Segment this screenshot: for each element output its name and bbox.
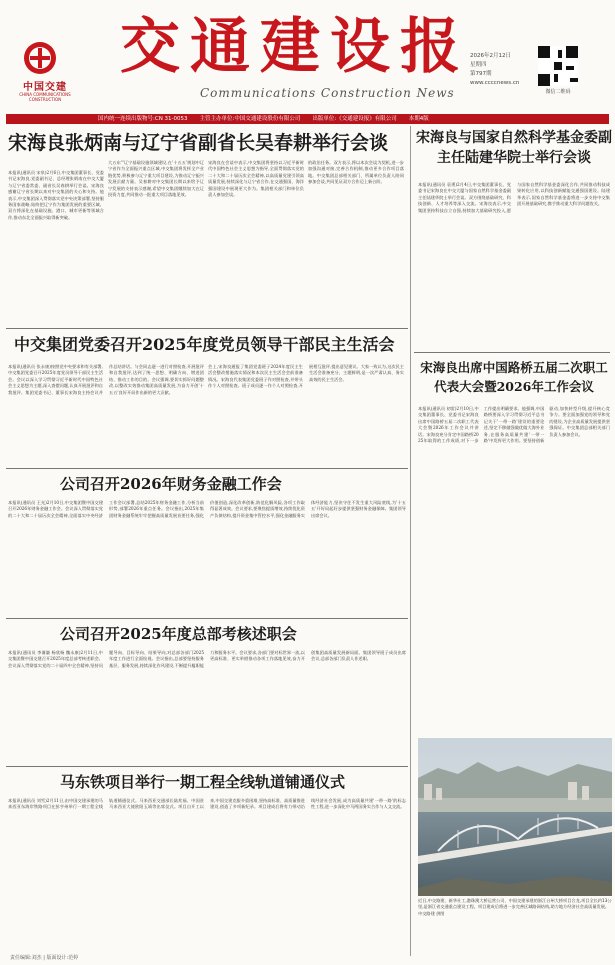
qr-code-icon (538, 46, 578, 86)
issue-number: 第797期 (470, 71, 492, 77)
article-4-body: 本报讯(通讯员 初雷)2月10日,中交集团董事长、党委书记宋海良出席中国路桥五届二次职工代表大会暨2026年工作会议并讲话。宋海良充分肯定中国路桥2025年取得的工作成绩,对下一步工作提出明确要求。他强调,中国路桥要深入学习贯彻习近平总书记关于'一带一路'建设的重要论述,坚定不移做强做优做大海外业务,在服务高质量共建'一带一路'中发挥更大作用。要坚持创新驱动,加快转型升级,提升核心竞争力。要全面加强党的领导和党的建设,为企业高质量发展提供坚强保证。中交集团总部相关部门负责人参加会议。 (418, 406, 610, 444)
headline-article-5: 公司召开2026年财务金融工作会 (60, 475, 282, 493)
article-1-col-4: 的政治任务。双方表示,将以本次会谈为契机,进一步加强沟通对接,完善合作机制,推动更多合作项目落地。中交集团总部相关部门、所属单位负责人陪同参加会谈,共同见证双方合作迈上新台阶。 (308, 160, 404, 185)
headline-article-3: 中交集团党委召开2025年度党员领导干部民主生活会 (14, 335, 395, 354)
section-rule (6, 618, 408, 619)
bridge-photo (418, 738, 612, 896)
article-3-body: 本报讯(通讯员 张永康)按照党中央要求和有关部署,中交集团党委召开2025年度党员领导干部民主生活会。会议以深入学习贯彻习近平新时代中国特色社会主义思想为主题,深入查摆问题,认真开展批评和自我批评。集团党委书记、董事长宋海良主持会议并作总结讲话。与会同志逐一进行对照检查,开展批评和自我批评,达到了统一思想、明确方向、增进团结、推动工作的目的。会议强调,要切实抓好问题整改,以整改实效推动集团高质量发展,为奋力开创'十五五'良好开局作出新的更大贡献。 (8, 364, 204, 395)
headline-article-4: 宋海良出席中国路桥五届二次职工代表大会暨2026年工作会议 (420, 360, 608, 394)
article-1-col-1: 本报讯(通讯员 宋泉)2月6日,中交集团董事长、党委书记宋海良,党委副书记、总经理张炳南在中交大厦与辽宁省委常委、副省长吴春耕举行会谈。宋海良感谢辽宁省长期以来对中交集团的关心和支持。他表示,中交集团深入贯彻落实党中央决策部署,坚持服务国家战略,始终把辽宁作为集团发展的重要区域。双方将深化在基础设施、港口、城市更新等领域合作,推动东北全面振兴取得新突破。 (8, 170, 104, 220)
section-rule (6, 468, 408, 469)
website-link[interactable]: www.ccccnews.cn (470, 80, 520, 86)
newspaper-title: 交通建设报 (120, 12, 470, 82)
article-1-col-3: 宋海良在会谈中表示,中交集团将坚持以习近平新时代中国特色社会主义思想为指导,全面贯彻落实党的二十大和二十届历次全会精神,以高质量党建引领高质量发展,持续深化与辽宁省合作,在交通强国、海洋强国建设中展现更大作为。集团相关部门和单位负责人参加会谈。 (208, 160, 304, 198)
article-6-body: 本报讯(通讯员 李谨谦 杨欣杨 魏永康)2月11日,中交集团暨中国交建召开2025年度总部考核述职会。会议深入贯彻落实党的二十届四中全会精神,坚持问题导向、目标导向、结果导向,对总部各部门2025年度工作进行全面检视。会议指出,总部要坚持服务基层、服务发展,持续深化作风建设,不断提升履职能力和服务水平。会议要求,各部门要对标世界一流,以更高标准、更实举措推动各项工作落地见效,奋力开创集团高质量发展新局面。集团领导班子成员出席会议,总部各部门负责人作述职。 (8, 650, 406, 668)
info-publisher: 出版单位:《交通建设报》有限公司 (312, 116, 397, 122)
article-7-body: 本报讯(通讯员 刘雪)2月11日,由中国交建承建的马来西亚东海岸铁路项目在彭亨州举行一期工程全线轨道铺通仪式。马来西亚交通部长陆兆福、中国驻马来西亚大使欧阳玉靖等出席仪式。项目自开工以来,中国交建克服多重困难,坚持高标准、高质量推进建设,创造了多项新纪录。项目建成后将有力带动沿线经济社会发展,成为高质量共建'一带一路'的标志性工程,进一步深化中马两国务实合作与人文交流。 (8, 798, 406, 810)
qr-caption: 微信二维码 (545, 89, 571, 95)
issue-info (470, 52, 519, 88)
article-5-body: 本报讯(通讯员 王光)2月10日,中交集团暨中国交建召开2026年财务金融工作会。会议深入贯彻落实党的二十大和二十届历次全会精神,全面落实中央经济工作会议部署,总结2025年财务金融工作,分析当前形势,部署2026年重点任务。会议指出,2025年集团财务金融系统牢牢把握高质量发展首要任务,强化价值创造,深化改革创新,防范化解风险,各项工作取得显著成效。会议要求,要聚焦提质增效,持续优化资产负债结构,提升资金集中管控水平,强化金融服务实体经济能力,坚决守住不发生重大风险底线,为'十五五'开好局起好步提供坚强财务金融保障。集团领导出席会议。 (8, 500, 406, 518)
issue-weekday: 星期四 (470, 62, 487, 68)
issue-date: 2026年2月12日 (470, 53, 511, 59)
cccc-logo-icon (22, 40, 58, 76)
headline-article-7: 马东铁项目举行一期工程全线轨道铺通仪式 (60, 773, 346, 791)
section-rule (414, 352, 610, 353)
info-pages: 本期4版 (408, 116, 429, 122)
newspaper-subtitle: Communications Construction News (200, 86, 455, 100)
headline-article-6: 公司召开2025年度总部考核述职会 (60, 625, 297, 643)
info-cn-number: 国内统一连续出版物号:CN 31-0053 (98, 116, 188, 122)
article-3-side: 会上,宋海良通报了集团党委班子2024年度民主生活会整改措施落实情况和本次民主生活会会前准备情况。宋海良代表集团党委班子作对照检查,并带头作个人对照检查。班子成员逐一作个人对照检查,开展相互批评,提出意见建议。大家一致认为,这次民主生活会准备充分、主题鲜明,是一次严肃认真、务实高效的民主生活会。 (208, 364, 404, 389)
section-rule (6, 328, 408, 329)
column-divider (410, 126, 411, 956)
logo-chinese-name: 中国交建 (23, 82, 67, 93)
headline-article-2: 宋海良与国家自然科学基金委副主任陆建华院士举行会谈 (416, 130, 612, 166)
page-footer: 责任编辑:刘杰 | 版面设计:范婷 (10, 955, 79, 961)
headline-article-1: 宋海良张炳南与辽宁省副省长吴春耕举行会谈 (8, 132, 389, 154)
article-2-body: 本报讯(通讯员 袁勇)2月4日,中交集团董事长、党委书记宋海良在中交大厦与国家自然科学基金委副主任陆建华院士举行会谈。双方围绕基础研究、科技创新、人才培养等深入交流。宋海良表示,中交集团坚持科技自立自强,持续加大基础研究投入,愿与国家自然科学基金委深化合作,共同推动科技成果转化应用,以科技创新赋能交通强国建设。陆建华表示,国家自然科学基金委将进一步支持中交集团开展基础研究,携手推动重大科学问题攻关。 (418, 182, 610, 213)
info-sponsor: 主管主办单位:中国交通建设股份有限公司 (199, 116, 301, 122)
photo-caption: 近日,中交路建、新华社工,港珠澳大桥运营公司、中国交建承建的浙江台州大桥项目合龙,项目全长约13公里,是浙江省交通重点建设工程。项目建成后将进一步完善区域路网结构,助力地方经济社会高质量发展。中交路建 供图 (418, 898, 612, 916)
section-rule (6, 766, 408, 767)
masthead (0, 0, 615, 118)
publication-info-bar (6, 114, 609, 124)
logo-english-name: CHINA COMMUNICATIONS CONSTRUCTION (19, 92, 71, 102)
article-1-col-2: 大五东"'辽宁基础设施领域建设,在'十五五'规划中辽宁省作为全面振兴重点区域,中交集团将发挥全产业链优势,积极参与辽宁重大项目建设,为推动辽宁振兴发展贡献力量。吴春耕对中交集团长期以来给予辽宁发展的支持表示感谢,希望中交集团继续加大在辽投资力度,共同推动一批重大项目落地见效。 (108, 160, 204, 198)
